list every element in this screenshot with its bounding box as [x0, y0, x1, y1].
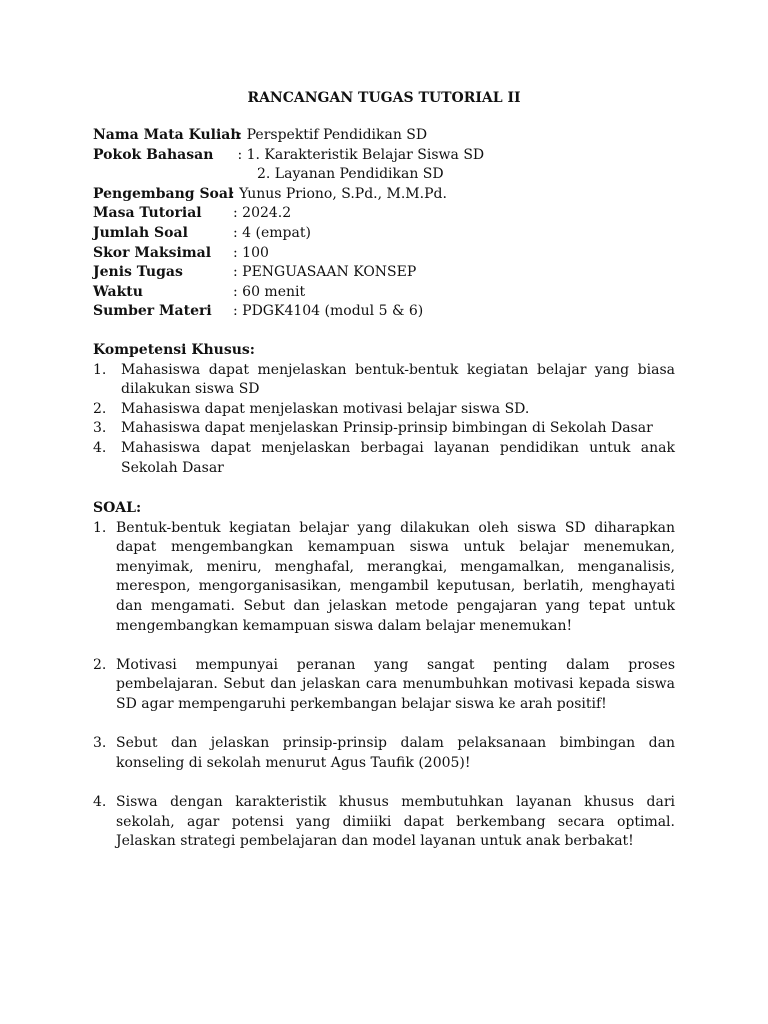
kompetensi-number: 2.	[93, 400, 107, 417]
kompetensi-item	[93, 361, 675, 400]
meta-row-masa-tutorial	[93, 204, 675, 224]
soal-text: Motivasi mempunyai peranan yang sangat penting dalam proses pembelajaran. Sebut dan jelaskan cara menumbuhkan motivasi kepada siswa SD agar mempengaruhi perkembangan belajar siswa ke arah positif!	[116, 656, 675, 713]
meta-value: : 60 menit	[233, 283, 306, 300]
meta-label: Sumber Materi	[93, 303, 212, 320]
kompetensi-title: Kompetensi Khusus:	[93, 341, 255, 358]
meta-value: : PDGK4104 (modul 5 & 6)	[233, 303, 424, 320]
meta-label: Waktu	[93, 283, 143, 300]
meta-row-skor-maksimal	[93, 244, 675, 264]
meta-label: Skor Maksimal	[93, 244, 212, 261]
soal-item	[93, 656, 675, 715]
kompetensi-text: Mahasiswa dapat menjelaskan bentuk-bentuk kegiatan belajar yang biasa dilakukan siswa SD	[121, 361, 675, 398]
meta-block	[93, 126, 675, 322]
soal-text: Sebut dan jelaskan prinsip-prinsip dalam pelaksanaan bimbingan dan konseling di sekolah menurut Agus Taufik (2005)!	[116, 735, 675, 771]
soal-number: 4.	[93, 794, 107, 810]
kompetensi-number: 4.	[93, 439, 107, 456]
soal-number: 3.	[93, 735, 107, 752]
meta-row-pengembang-soal	[93, 185, 675, 205]
kompetensi-text: Mahasiswa dapat menjelaskan motivasi belajar siswa SD.	[121, 400, 530, 417]
meta-value: : 4 (empat)	[233, 224, 311, 241]
kompetensi-item	[93, 400, 675, 420]
kompetensi-number: 1.	[93, 361, 107, 378]
meta-row-jenis-tugas	[93, 263, 675, 283]
meta-pokok-extra: 2. Layanan Pendidikan SD	[257, 166, 444, 183]
soal-item	[93, 519, 675, 637]
meta-value: : PENGUASAAN KONSEP	[233, 264, 417, 281]
soal-item	[93, 734, 675, 773]
meta-label: Pokok Bahasan	[93, 146, 214, 163]
kompetensi-item	[93, 419, 675, 439]
soal-list	[93, 519, 675, 852]
meta-value: : 2024.2	[233, 205, 292, 222]
meta-row-sumber-materi	[93, 302, 675, 322]
soal-title: SOAL:	[93, 500, 142, 517]
soal-text: Bentuk-bentuk kegiatan belajar yang dilakukan oleh siswa SD diharapkan dapat mengembangkan kemampuan siswa untuk belajar menemukan, menyimak, meniru, menghafal, merangkai, mengamalkan, menganalisis, merespon, mengorganisasikan, mengambil keputusan, berlatih, menghayati dan mengamati. Sebut dan jelaskan metode pengajaran yang tepat untuk mengembangkan kemampuan siswa dalam belajar menemukan!	[116, 519, 675, 634]
meta-value: : Perspektif Pendidikan SD	[233, 127, 428, 143]
meta-row-pokok-bahasan	[93, 146, 675, 166]
meta-label: Nama Mata Kuliah	[93, 127, 241, 143]
meta-label: Masa Tutorial	[93, 205, 202, 222]
meta-label: Jumlah Soal	[93, 224, 188, 241]
kompetensi-text: Mahasiswa dapat menjelaskan Prinsip-prinsip bimbingan di Sekolah Dasar	[121, 420, 653, 437]
meta-value: : 1. Karakteristik Belajar Siswa SD	[233, 146, 485, 163]
kompetensi-text: Mahasiswa dapat menjelaskan berbagai layanan pendidikan untuk anak Sekolah Dasar	[121, 439, 675, 476]
meta-value: : Yunus Priono, S.Pd., M.M.Pd.	[230, 185, 447, 202]
kompetensi-list	[93, 361, 675, 479]
meta-row-waktu	[93, 283, 675, 303]
meta-label: Jenis Tugas	[93, 264, 183, 281]
document-page	[93, 88, 675, 871]
soal-number: 2.	[93, 656, 107, 673]
meta-value: : 100	[233, 244, 269, 261]
meta-row-mata-kuliah	[93, 126, 675, 146]
soal-number: 1.	[93, 519, 107, 536]
meta-row-jumlah-soal	[93, 224, 675, 244]
meta-label: Pengembang Soal	[93, 185, 234, 202]
kompetensi-number: 3.	[93, 420, 107, 437]
kompetensi-item	[93, 439, 675, 478]
soal-text: Siswa dengan karakteristik khusus membutuhkan layanan khusus dari sekolah, agar potensi yang dimiiki dapat berkembang secara optimal. Jelaskan strategi pembelajaran dan model layanan untuk anak berbakat!	[116, 794, 675, 850]
document-title: RANCANGAN TUGAS TUTORIAL II	[247, 90, 521, 106]
soal-item	[93, 793, 675, 852]
